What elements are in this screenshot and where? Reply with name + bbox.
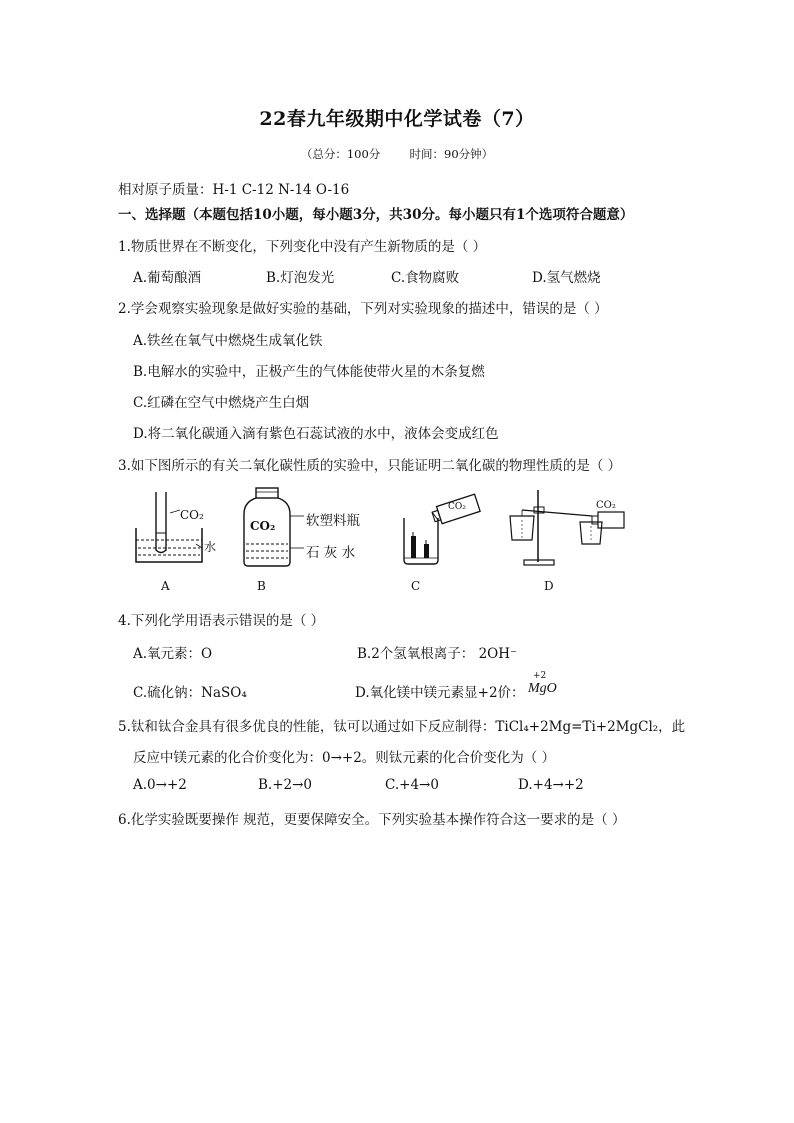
q5-option-c: C.+4→0 xyxy=(385,777,439,793)
q2-option-b: B.电解水的实验中，正极产生的气体能使带火星的木条复燃 xyxy=(133,364,485,380)
q4-valence-mark: +2 xyxy=(533,671,547,681)
figure-d-co2-label: CO₂ xyxy=(596,500,616,511)
figure-label-b: B xyxy=(257,579,266,593)
figure-a-co2-label: CO₂ xyxy=(180,508,204,522)
q5-option-d: D.+4→+2 xyxy=(518,777,584,793)
q1-option-c: C.食物腐败 xyxy=(391,270,460,286)
q2-option-a: A.铁丝在氧气中燃烧生成氧化铁 xyxy=(133,333,323,349)
figure-b-bottle-label: 软塑料瓶 xyxy=(306,513,360,529)
question-5-stem-cont: 反应中镁元素的化合价变化为：0→+2。则钛元素的化合价变化为（ ） xyxy=(133,750,556,766)
q1-option-b: B.灯泡发光 xyxy=(266,270,335,286)
figure-a-water-label: 水 xyxy=(204,540,217,554)
figure-c-co2-label: CO₂ xyxy=(448,502,466,512)
q4-option-a: A.氧元素：O xyxy=(133,646,213,662)
figure-label-a: A xyxy=(161,579,170,593)
question-3-stem: 3.如下图所示的有关二氧化碳性质的实验中，只能证明二氧化碳的物理性质的是（ ） xyxy=(118,458,622,474)
exam-subtitle: （总分：100分 时间：90分钟） xyxy=(300,147,494,161)
figure-label-d: D xyxy=(544,579,554,593)
figure-b-limewater-label: 石 灰 水 xyxy=(306,545,356,561)
section-heading: 一、选择题（本题包括10小题，每小题3分，共30分。每小题只有1个选项符合题意） xyxy=(118,207,634,223)
atomic-mass-line: 相对原子质量：H-1 C-12 N-14 O-16 xyxy=(118,182,350,198)
figure-a-trough xyxy=(130,488,220,568)
q4-option-d: D.氧化镁中镁元素显+2价： xyxy=(355,685,525,701)
figure-c-beaker xyxy=(396,488,488,568)
figure-d-balance xyxy=(500,486,635,568)
question-2-stem: 2.学会观察实验现象是做好实验的基础，下列对实验现象的描述中，错误的是（ ） xyxy=(118,301,608,317)
figure-b-co2-label: CO₂ xyxy=(250,519,276,533)
q4-option-c: C.硫化钠：NaSO₄ xyxy=(133,685,247,701)
question-6-stem: 6.化学实验既要操作 规范，更要保障安全。下列实验基本操作符合这一要求的是（ ） xyxy=(118,812,626,828)
q1-option-d: D.氢气燃烧 xyxy=(532,270,601,286)
q2-option-c: C.红磷在空气中燃烧产生白烟 xyxy=(133,395,310,411)
figure-label-c: C xyxy=(411,579,421,593)
page-title: 22春九年级期中化学试卷（7） xyxy=(259,108,535,130)
question-1-stem: 1.物质世界在不断变化，下列变化中没有产生新物质的是（ ） xyxy=(118,239,487,255)
q4-mgo-formula: MgO xyxy=(528,681,557,696)
question-4-stem: 4.下列化学用语表示错误的是（ ） xyxy=(118,613,325,629)
q2-option-d: D.将二氧化碳通入滴有紫色石蕊试液的水中，液体会变成红色 xyxy=(133,426,499,442)
q5-option-b: B.+2→0 xyxy=(258,777,313,793)
q1-option-a: A.葡萄酿酒 xyxy=(133,270,202,286)
q4-option-b: B.2个氢氧根离子： 2OH⁻ xyxy=(357,646,518,662)
question-5-stem: 5.钛和钛合金具有很多优良的性能，钛可以通过如下反应制得：TiCl₄+2Mg=Ti+2MgCl₂，此 xyxy=(118,719,686,735)
q5-option-a: A.0→+2 xyxy=(133,777,187,793)
